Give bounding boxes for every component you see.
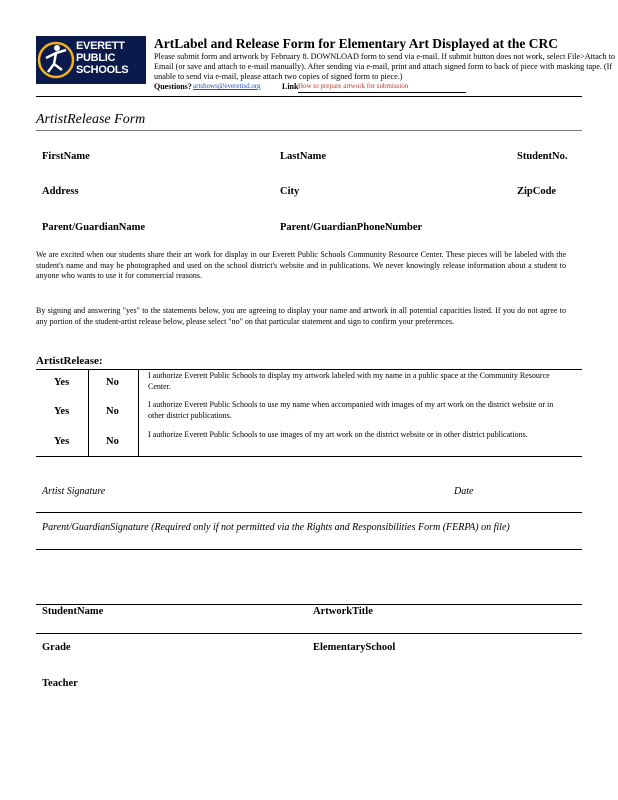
zip-field[interactable]: ZipCode — [517, 186, 557, 197]
student-name-field[interactable]: StudentName — [42, 606, 104, 617]
figure-icon — [36, 36, 76, 84]
row2-yes-option[interactable]: Yes — [54, 406, 70, 417]
questions-email-link[interactable]: artshows@everettsd.org — [193, 82, 261, 90]
guardian-signature-line — [36, 549, 582, 550]
section-title: ArtistRelease Form — [36, 112, 146, 127]
row1-no-option[interactable]: No — [106, 377, 119, 388]
section-divider — [36, 130, 582, 131]
consent-paragraph: By signing and answering "yes" to the statements below, you are agreeing to display your name and artwork in all potential capacities listed. If you do not agree to any portion of the student-artist release below, please select "no" on that particular statement and sign to confirm your preferences. — [36, 306, 566, 326]
city-field[interactable]: City — [280, 186, 300, 197]
grade-field[interactable]: Grade — [42, 642, 71, 653]
row1-yes-option[interactable]: Yes — [54, 377, 70, 388]
questions-label: Questions? — [154, 82, 192, 91]
release-statement-3: I authorize Everett Public Schools to use images of my art work on the district website or in other district publications. — [148, 430, 528, 439]
guardian-name-field[interactable]: Parent/GuardianName — [42, 222, 146, 233]
teacher-field[interactable]: Teacher — [42, 678, 78, 689]
form-instructions: Please submit form and artwork by February 8. DOWNLOAD form to send via e-mail. If submit button does not work, select File>Attach to Email (or save and attach to e-mail manually). After sending via e-mail, print and attach signed form to back of piece with masking tape. (If unable to send via e-mail, please attach two copies of signed form to piece.) — [154, 52, 615, 81]
header-divider — [36, 96, 582, 97]
logo-text: EVERETT PUBLIC SCHOOLS — [76, 40, 129, 76]
form-title: ArtLabel and Release Form for Elementary Art Displayed at the CRC — [154, 36, 558, 51]
release-statement-2: I authorize Everett Public Schools to use my name when accompanied with images of my art work on the district website or in other district publications. — [148, 400, 554, 420]
address-field[interactable]: Address — [42, 186, 79, 197]
release-bottom-rule — [36, 456, 582, 457]
link-label: Link — [282, 82, 299, 91]
row3-no-option[interactable]: No — [106, 436, 119, 447]
link-underline — [298, 92, 466, 93]
last-name-field[interactable]: LastName — [280, 151, 327, 162]
student-no-field[interactable]: StudentNo. — [517, 151, 568, 162]
release-title: ArtistRelease: — [36, 355, 103, 367]
release-statement-1: I authorize Everett Public Schools to display my artwork labeled with my name in a public space at the Community Resource Center. — [148, 371, 550, 391]
guardian-signature-field[interactable]: Parent/GuardianSignature (Required only if not permitted via the Rights and Responsibilities Form (FERPA) on file) — [42, 522, 510, 533]
release-col-divider — [138, 369, 139, 456]
artist-signature-line — [36, 512, 582, 513]
intro-paragraph: We are excited when our students share their art work for display in our Everett Public Schools Community Resource Center. These pieces will be labeled with the student's name and may be photographed and used on the school district's website and in publications. We never knowingly release information about a student to anyone who wants to use it for commercial reasons. — [36, 250, 566, 280]
first-name-field[interactable]: FirstName — [42, 151, 90, 162]
artist-signature-field[interactable]: Artist Signature — [42, 486, 106, 497]
artwork-title-field[interactable]: ArtworkTitle — [313, 606, 373, 617]
date-field[interactable]: Date — [454, 486, 474, 497]
elementary-school-field[interactable]: ElementarySchool — [313, 642, 396, 653]
prepare-artwork-link[interactable]: How to prepare artwork for submission — [298, 82, 409, 90]
label-middle-rule — [36, 633, 582, 634]
row2-no-option[interactable]: No — [106, 406, 119, 417]
district-logo — [36, 36, 146, 84]
label-top-rule — [36, 604, 582, 605]
row3-yes-option[interactable]: Yes — [54, 436, 70, 447]
guardian-phone-field[interactable]: Parent/GuardianPhoneNumber — [280, 222, 423, 233]
release-col-divider — [88, 369, 89, 456]
